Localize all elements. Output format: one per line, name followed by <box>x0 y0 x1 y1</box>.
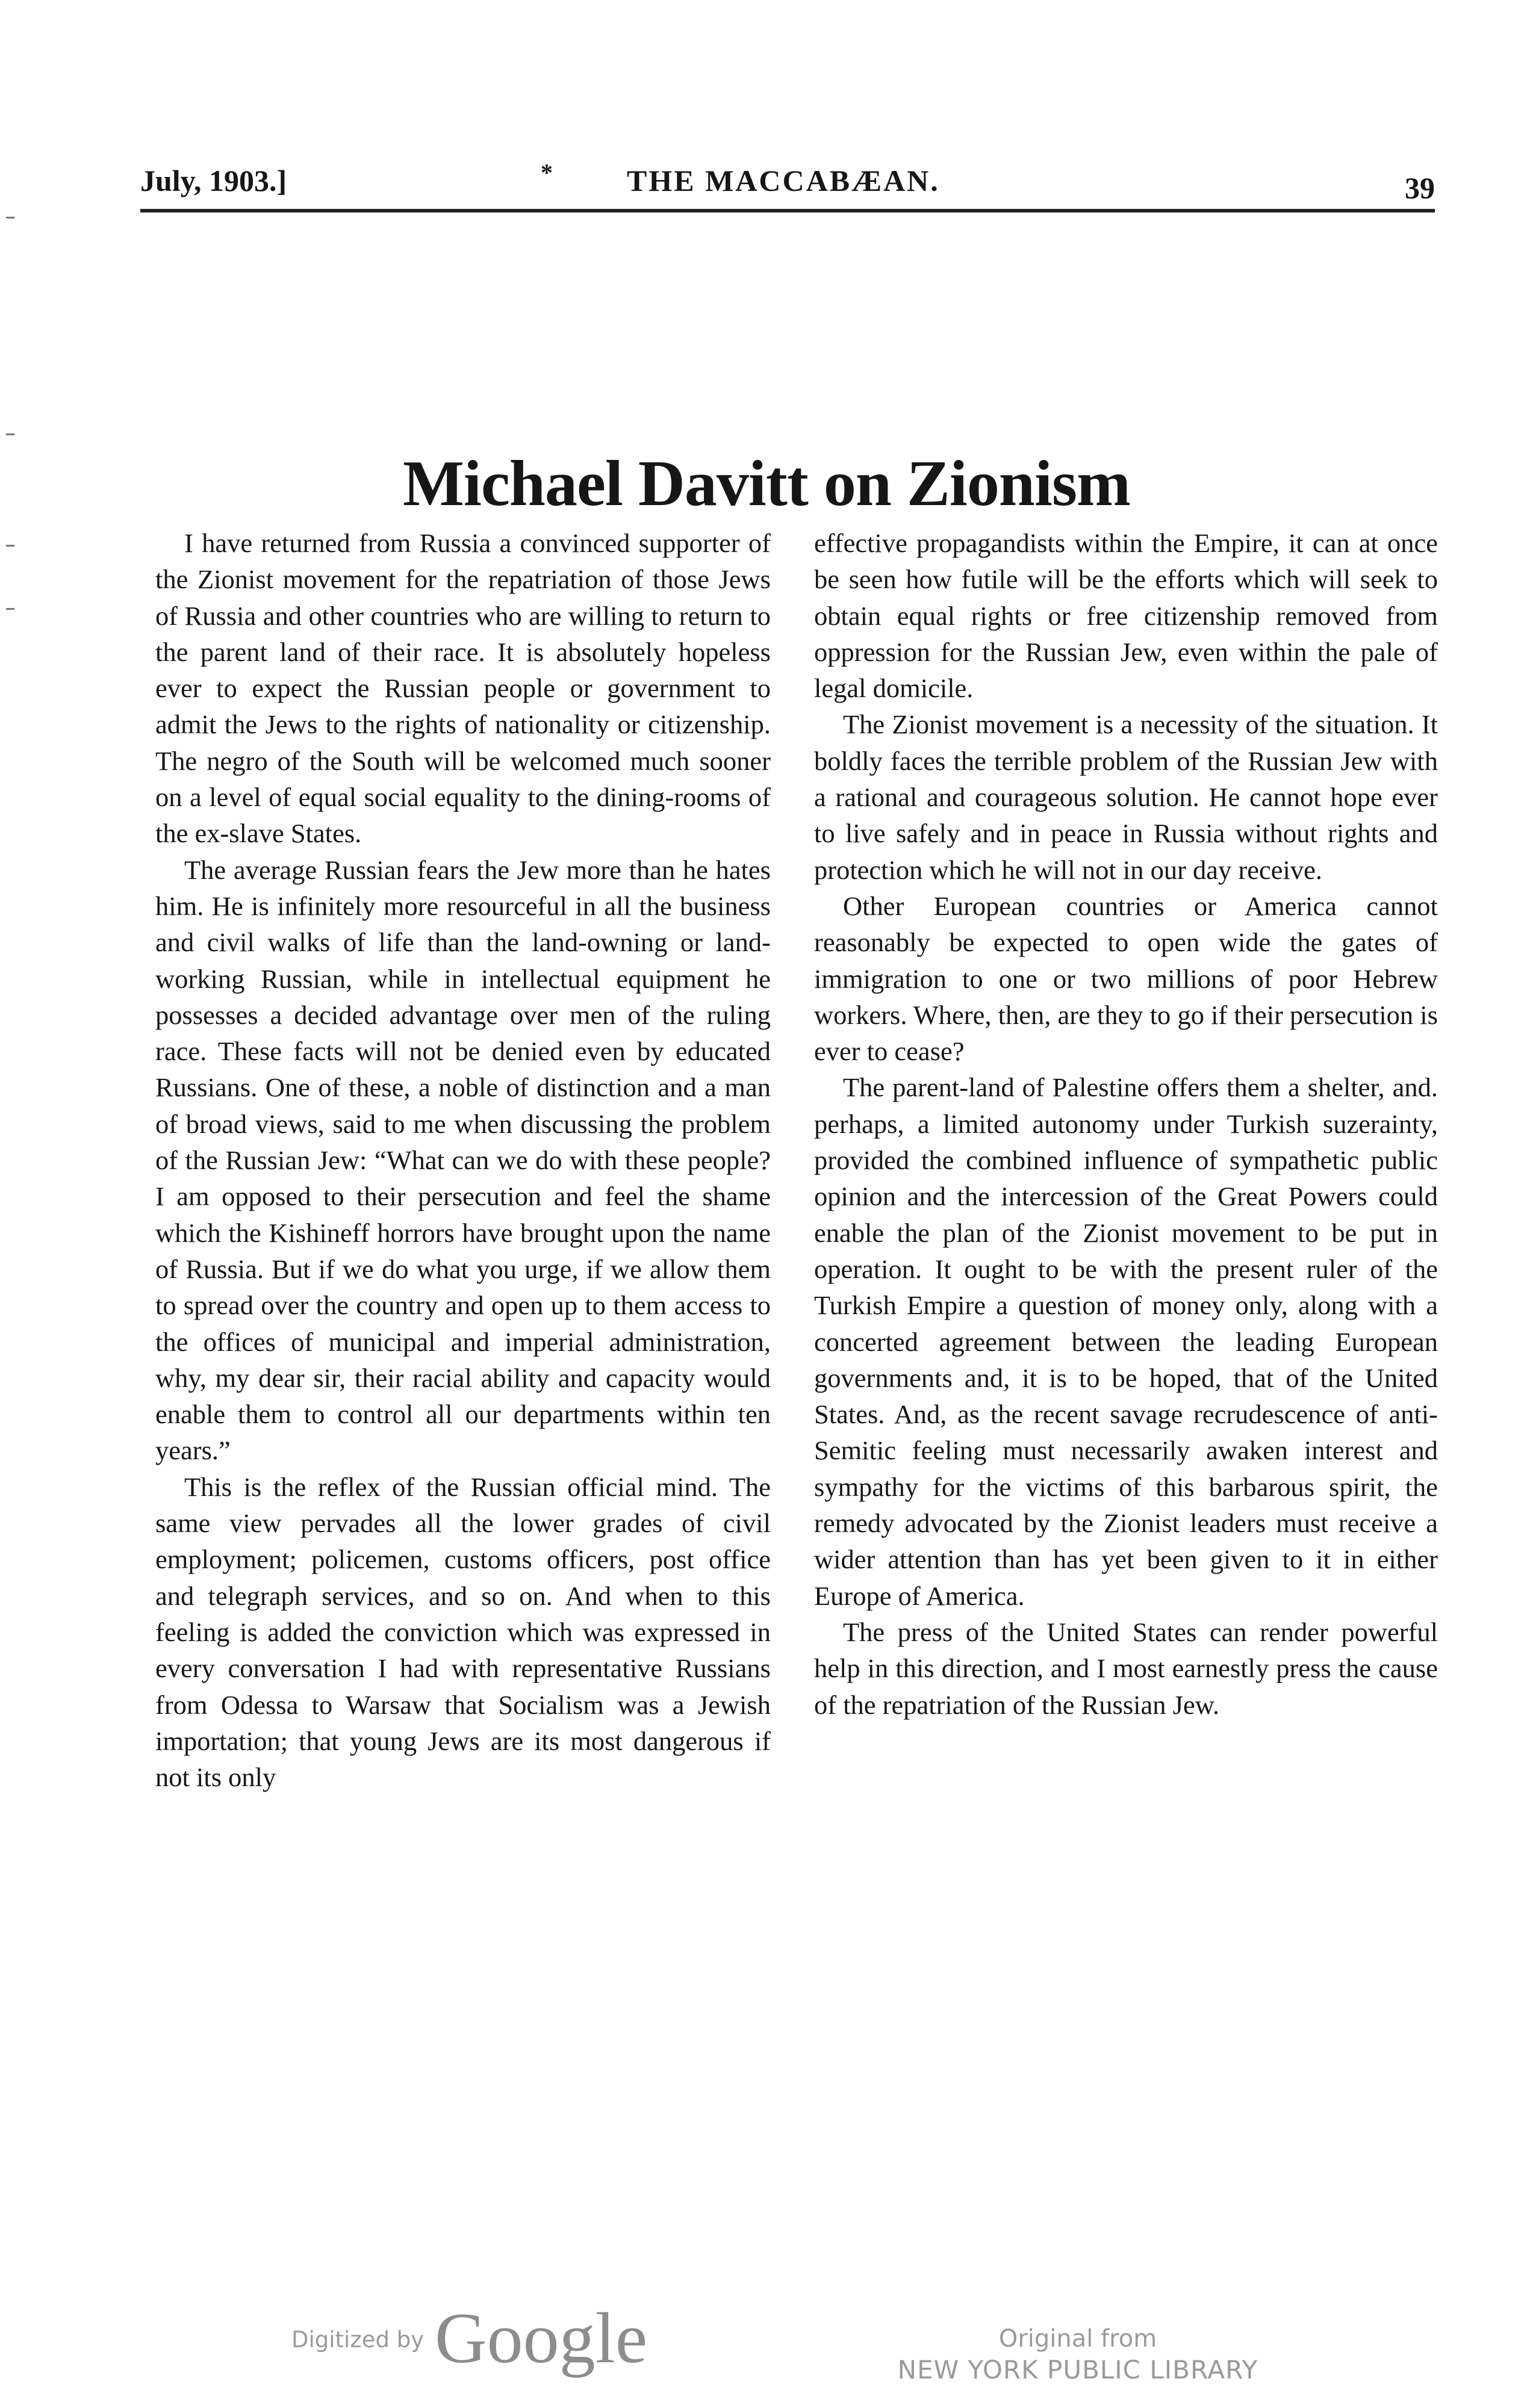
paragraph: The parent-land of Palestine offers them a shelter, and. perhaps, a limited autonomy under Turkish suzerainty, provided the combined influence of sympathetic public opinion and the intercession of the Great Powers could enable the plan of the Zionist movement to be put in operation. It ought to be with the present ruler of the Turkish Empire a question of money only, along with a concerted agreement between the leading European governments and, it is to be hoped, that of the United States. And, as the recent savage recrudescence of anti-Semitic feeling must necessarily awaken interest and sympathy for the victims of this barbarous spirit, the remedy advocated by the Zionist leaders must receive a wider attention than has yet been given to it in either Europe of America. <box>814 1072 1438 1611</box>
right-column <box>814 525 1438 1723</box>
margin-tick <box>6 217 14 219</box>
header-rule <box>140 209 1435 213</box>
google-logo: Google <box>435 2298 648 2378</box>
margin-tick <box>6 545 14 547</box>
running-header <box>140 154 1435 205</box>
margin-tick <box>6 433 14 435</box>
left-column <box>155 525 771 1795</box>
publication-title: THE MACCABÆAN. <box>627 164 940 197</box>
page-number: 39 <box>1405 171 1435 205</box>
paragraph: Other European countries or America cannot reasonably be expected to open wide the gates of immigration to one or two millions of poor Hebrew workers. Where, then, are they to go if their persecution is ever to cease? <box>814 890 1438 1067</box>
paragraph: The average Russian fears the Jew more than he hates him. He is infinitely more resourceful in all the business and civil walks of life than the land-owning or land-working Russian, while in intellectual equipment he possesses a decided advantage over men of the ruling race. These facts will not be denied even by educated Russians. One of these, a noble of distinction and a man of broad views, said to me when discussing the problem of the Russian Jew: “What can we do with these people? I am opposed to their persecution and feel the shame which the Kishineff horrors have brought upon the name of Russia. But if we do what you urge, if we allow them to spread over the country and open up to them access to the offices of municipal and imperial administration, why, my dear sir, their racial ability and capacity would enable them to control all our departments within ten years.” <box>155 854 771 1466</box>
library-name: NEW YORK PUBLIC LIBRARY <box>897 2355 1258 2385</box>
original-from-label: Original from <box>998 2325 1157 2353</box>
paragraph: The Zionist movement is a necessity of the situation. It boldly faces the terrible problem of the Russian Jew with a rational and courageous solution. He cannot hope ever to live safely and in peace in Russia without rights and protection which he will not in our day receive. <box>814 709 1438 885</box>
source-attribution <box>885 2324 1270 2386</box>
digitized-by-label: Digitized by <box>291 2327 424 2353</box>
margin-tick <box>6 608 14 610</box>
margin-scan-marks <box>0 0 36 2408</box>
ornament-mark: * <box>541 159 553 186</box>
issue-date: July, 1903.] <box>140 164 287 197</box>
article-title: Michael Davitt on Zionism <box>403 448 1130 520</box>
paragraph: This is the reflex of the Russian official mind. The same view pervades all the lower grades of civil employment; policemen, customs officers, post office and telegraph services, and so on. And when to this feeling is added the conviction which was expressed in every conversation I had with representative Russians from Odessa to Warsaw that Socialism was a Jewish importation; that young Jews are its most dangerous if not its only <box>155 1471 771 1793</box>
paragraph: I have returned from Russia a convinced supporter of the Zionist movement for the repatriation of those Jews of Russia and other countries who are willing to return to the parent land of their race. It is absolutely hopeless ever to expect the Russian people or government to admit the Jews to the rights of nationality or citizenship. The negro of the South will be welcomed much sooner on a level of equal social equality to the dining-rooms of the ex-slave States. <box>155 528 771 849</box>
paragraph-continuation: effective propagandists within the Empire, it can at once be seen how futile will be the efforts which will seek to obtain equal rights or free citizenship removed from oppression for the Russian Jew, even within the pale of legal domicile. <box>814 528 1438 704</box>
paragraph: The press of the United States can render powerful help in this direction, and I most earnestly press the cause of the repatriation of the Russian Jew. <box>814 1616 1438 1720</box>
